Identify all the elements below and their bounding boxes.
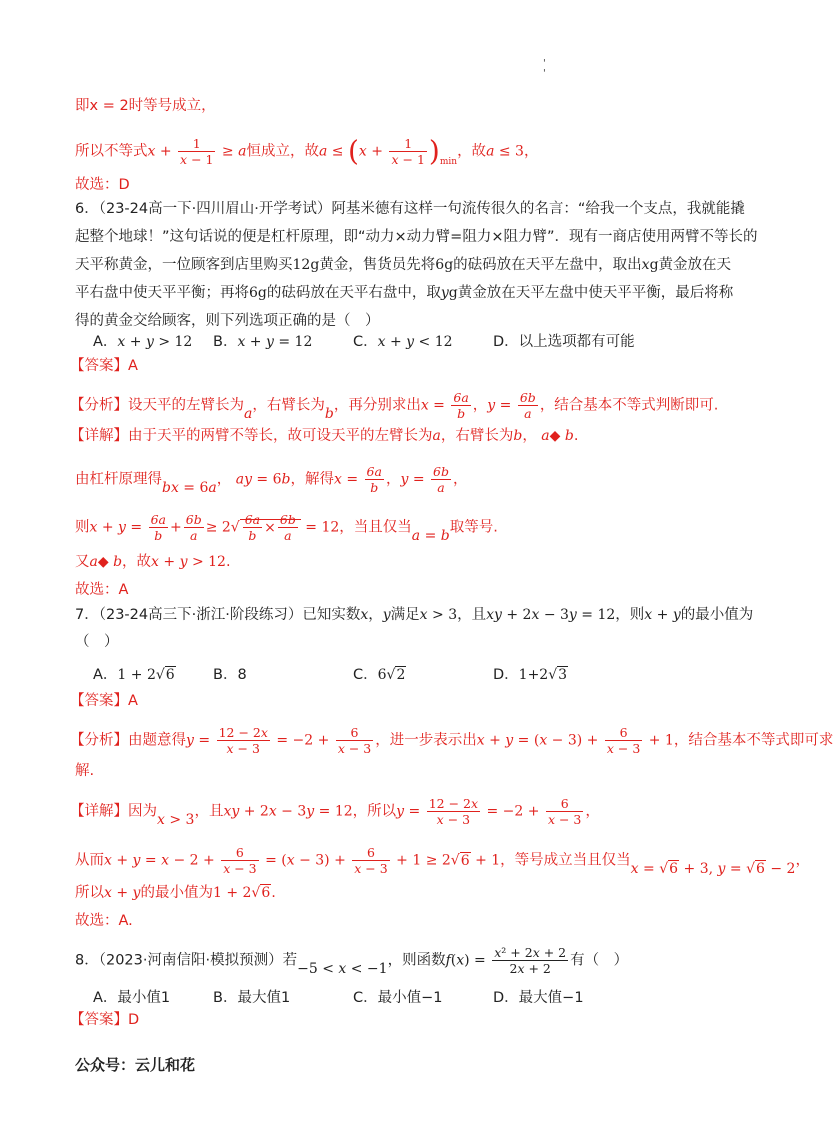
- text-line: 起整个地球！”这句话说的便是杠杆原理，即“动力×动力臂=阻力×阻力臂”．现有一商店使用两臂不等长的: [75, 229, 758, 245]
- text-line: 得的黄金交给顾客，则下列选项正确的是（ ）: [75, 313, 380, 329]
- text-line: 故选：A: [75, 582, 129, 598]
- text-line: 解.: [75, 763, 95, 779]
- text-line: 从而x + y = x − 2 + $\frac{6}{x - 3}$ = (x − 3) + $\frac{6}{x - 3}$ + 1 ≥ 2√6 + 1，等号成立当且仅当x = √6 + 3, y = √6 − 2，: [75, 845, 810, 877]
- text-line: 故选：D: [75, 177, 130, 193]
- option-d: D．最大值−1: [493, 990, 584, 1006]
- question-8: 8．（2023·河南信阳·模拟预测）若−5 < x < −1，则函数f(x) = $\frac{\text{x² + 2x + 2}}{2x + 2}$ 有（ ）: [75, 945, 629, 977]
- analysis-7: 【分析】由题意得y = $\frac{12 - 2x}{x - 3}$ = −2 + $\frac{6}{x - 3}$ ，进一步表示出x + y = (x − 3) + $\frac{6}{x - 3}$ + 1，结合基本不等式即可求: [70, 725, 833, 756]
- option-b: B．x + y = 12: [213, 334, 313, 350]
- option-b: B．8: [213, 667, 247, 683]
- option-b: B．最大值1: [213, 990, 291, 1006]
- text-line: 所以x + y的最小值为1 + 2√6.: [75, 885, 276, 901]
- text-line: 由杠杆原理得bx = 6a， ay = 6b，解得x = $\frac{6a}{b}$ ，y = $\frac{6b}{a}$ ，: [75, 464, 468, 496]
- text-line: 又a◆ b，故x + y > 12.: [75, 554, 231, 570]
- answer-8: 【答案】D: [70, 1012, 140, 1028]
- text-line: （ ）: [75, 634, 119, 650]
- text-line: 则x + y = $\frac{6a}{b}$ + $\frac{6b}{a}$ ≥ 2√ $\frac{6a}{b}$ × $\frac{6b}{a}$ = 12，当且仅当a = b取等号.: [75, 512, 498, 544]
- detail-7: 【详解】因为x > 3，且xy + 2x − 3y = 12，所以y = $\frac{12 - 2x}{x - 3}$ = −2 + $\frac{6}{x - 3}$ ，: [70, 796, 600, 828]
- top-mark: ': [543, 68, 546, 79]
- question-7: 7．（23-24高三下·浙江·阶段练习）已知实数x，y满足x > 3，且xy + 2x − 3y = 12，则x + y的最小值为: [75, 607, 754, 623]
- text-line: 所以不等式x + $\frac{1}{x - 1}$ ≥ a恒成立，故a ≤ (x + $\frac{1}{x - 1}$ )$_{min}$，故a ≤ 3，: [75, 134, 539, 168]
- option-a: A．最小值1: [93, 990, 171, 1006]
- detail-6: 【详解】由于天平的两臂不等长，故可设天平的左臂长为a，右臂长为b， a◆ b.: [70, 428, 579, 444]
- option-d: D．1+2√3: [493, 667, 568, 683]
- analysis-6: 【分析】设天平的左臂长为a，右臂长为b，再分别求出x = $\frac{6a}{b}$ ，y = $\frac{6b}{a}$ ，结合基本不等式判断即可.: [70, 390, 719, 422]
- answer-6: 【答案】A: [70, 358, 138, 374]
- option-d: D．以上选项都有可能: [493, 334, 635, 350]
- answer-7: 【答案】A: [70, 693, 138, 709]
- text-line: 平右盘中使天平平衡；再将6g的砝码放在天平右盘中，取yg黄金放在天平左盘中使天平平衡，最后将称: [75, 285, 734, 301]
- top-mark: ': [543, 58, 546, 69]
- option-c: C．6√2: [353, 667, 406, 683]
- text-line: 即x = 2时等号成立，: [75, 98, 216, 114]
- text-line: 故选：A.: [75, 913, 133, 929]
- text-line: 天平称黄金，一位顾客到店里购买12g黄金，售货员先将6g的砝码放在天平左盘中，取出xg黄金放在天: [75, 257, 732, 273]
- footer-text: 公众号：云儿和花: [75, 1056, 196, 1074]
- option-c: C．最小值−1: [353, 990, 443, 1006]
- option-a: A．x + y > 12: [93, 334, 193, 350]
- option-c: C．x + y < 12: [353, 334, 453, 350]
- question-6: 6．（23-24高一下·四川眉山·开学考试）阿基米德有这样一句流传很久的名言：“给我一个支点，我就能撬: [75, 201, 745, 217]
- option-a: A．1 + 2√6: [93, 667, 175, 683]
